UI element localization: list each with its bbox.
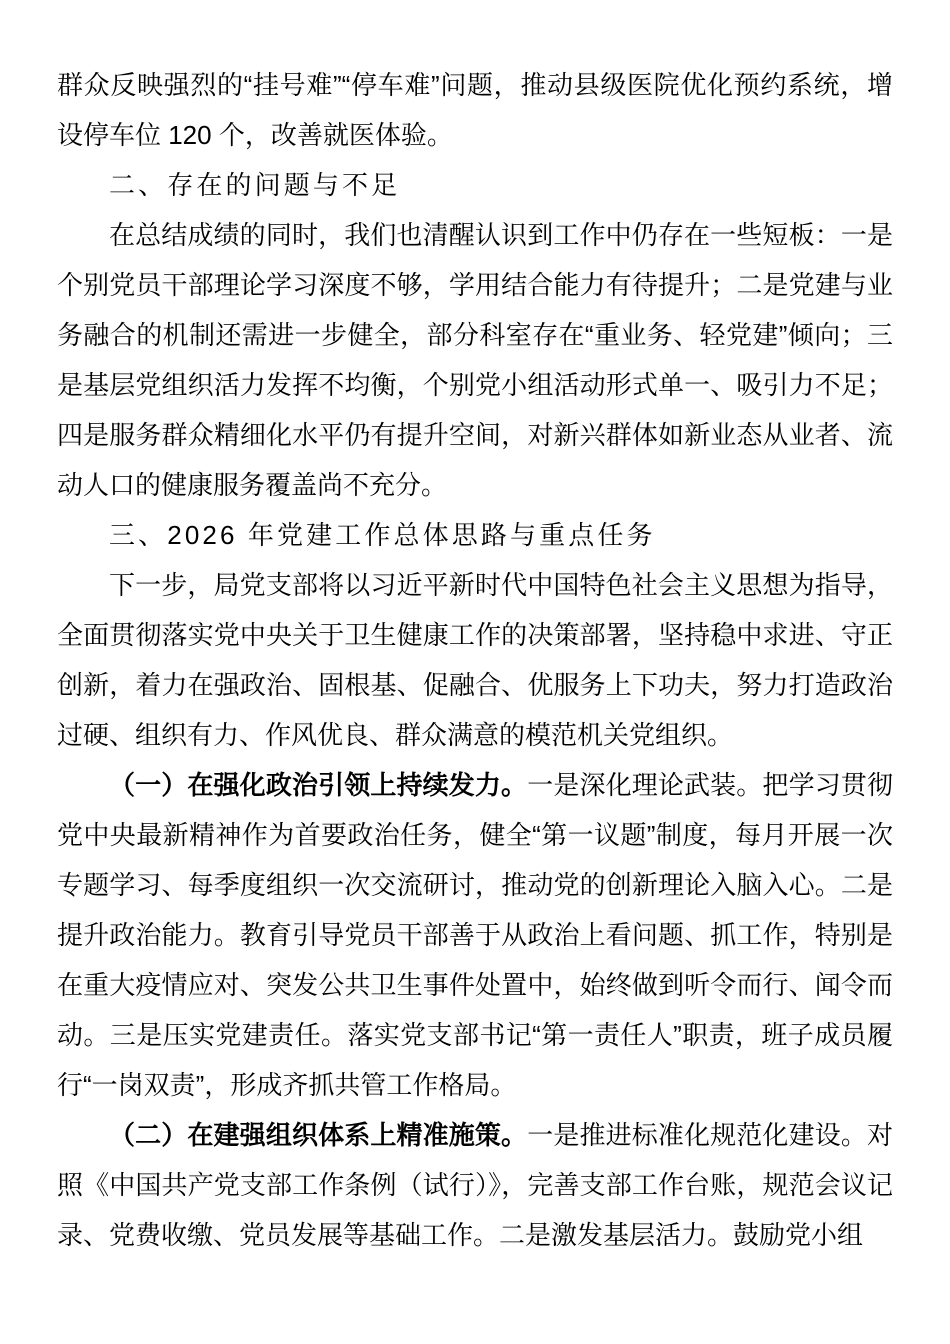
- paragraph-overall-approach: 下一步，局党支部将以习近平新时代中国特色社会主义思想为指导，全面贯彻落实党中央关于卫生健康工作的决策部署，坚持稳中求进、守正创新，着力在强政治、固根基、促融合、优服务上下功夫，努力打造政治过硬、组织有力、作风优良、群众满意的模范机关党组织。: [57, 570, 893, 750]
- paragraph-problems: 在总结成绩的同时，我们也清醒认识到工作中仍存在一些短板：一是个别党员干部理论学习深度不够，学用结合能力有待提升；二是党建与业务融合的机制还需进一步健全，部分科室存在“重业务、轻党建”倾向；三是基层党组织活力发挥不均衡，个别党小组活动形式单一、吸引力不足；四是服务群众精细化水平仍有提升空间，对新兴群体如新业态从业者、流动人口的健康服务覆盖尚不充分。: [57, 220, 893, 500]
- task-one-body: 一是深化理论武装。把学习贯彻党中央最新精神作为首要政治任务，健全“第一议题”制度，每月开展一次专题学习、每季度组织一次交流研讨，推动党的创新理论入脑入心。二是提升政治能力。教育引导党员干部善于从政治上看问题、抓工作，特别是在重大疫情应对、突发公共卫生事件处置中，始终做到听令而行、闻令而动。三是压实党建责任。落实党支部书记“第一责任人”职责，班子成员履行“一岗双责”，形成齐抓共管工作格局。: [57, 770, 893, 1100]
- section-heading-problems: 二、存在的问题与不足: [109, 170, 401, 200]
- document-content: [57, 60, 893, 1260]
- paragraph-task-one: [57, 760, 893, 1110]
- section-heading-2026-plan: 三、2026 年党建工作总体思路与重点任务: [109, 520, 656, 550]
- task-one-lead: （一）在强化政治引领上持续发力。: [109, 770, 528, 800]
- task-two-body: 一是推进标准化规范化建设。对照《中国共产党支部工作条例（试行）》，完善支部工作台账，规范会议记录、党费收缴、党员发展等基础工作。二是激发基层活力。鼓励党小组: [57, 1120, 893, 1250]
- paragraph-continuation: 群众反映强烈的“挂号难”“停车难”问题，推动县级医院优化预约系统，增设停车位 120 个，改善就医体验。: [57, 70, 893, 150]
- task-two-lead: （二）在建强组织体系上精准施策。: [109, 1120, 528, 1150]
- paragraph-task-two: [57, 1110, 893, 1260]
